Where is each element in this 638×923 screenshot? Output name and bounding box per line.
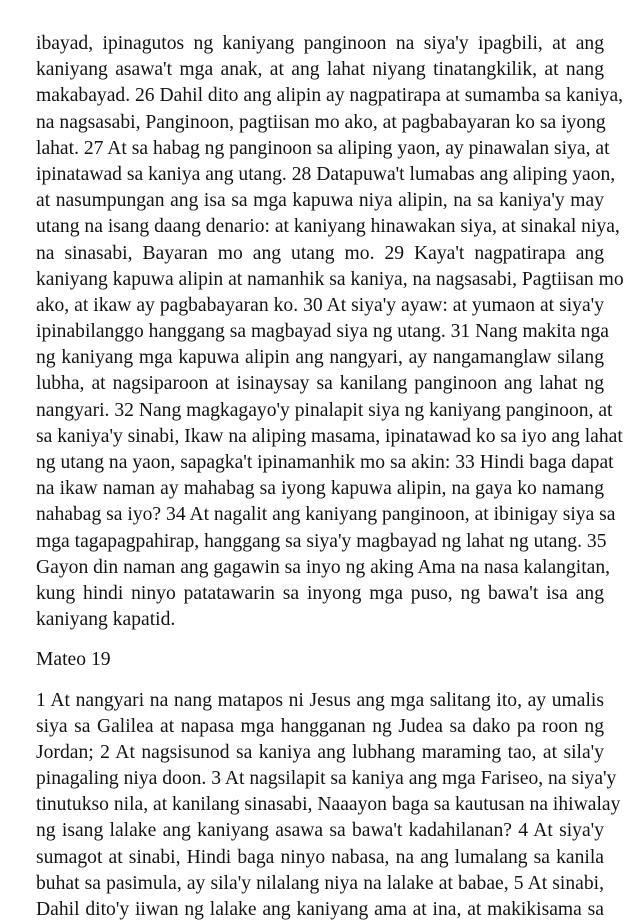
text-line: ipinatawad sa kaniya ang utang. 28 Datapuwa't lumabas ang aliping yaon,	[36, 162, 604, 188]
text-line: na sinasabi, Bayaran mo ang utang mo. 29 Kaya't nagpatirapa ang	[36, 241, 604, 267]
text-line: kung hindi ninyo patatawarin sa inyong mga puso, ng bawa't isa ang	[36, 581, 604, 607]
text-line: kaniyang asawa't mga anak, at ang lahat niyang tinatangkilik, at nang	[36, 57, 604, 83]
text-line: at nasumpungan ang isa sa mga kapuwa niya alipin, na sa kaniya'y may	[36, 188, 604, 214]
text-line: Dahil dito'y iiwan ng lalake ang kaniyang ama at ina, at makikisama sa	[36, 897, 604, 923]
text-line: tinutukso nila, at kanilang sinasabi, Naaayon baga sa kautusan na ihiwalay	[36, 792, 604, 818]
text-line: ng utang na yaon, sapagka't ipinamanhik mo sa akin: 33 Hindi baga dapat	[36, 450, 604, 476]
text-line: Jordan; 2 At nagsisunod sa kaniya ang lubhang maraming tao, at sila'y	[36, 740, 604, 766]
text-line: nangyari. 32 Nang magkagayo'y pinalapit siya ng kaniyang panginoon, at	[36, 398, 604, 424]
text-line: makabayad. 26 Dahil dito ang alipin ay nagpatirapa at sumamba sa kaniya,	[36, 83, 604, 109]
text-line: ako, at ikaw ay pagbabayaran ko. 30 At siya'y ayaw: at yumaon at siya'y	[36, 293, 604, 319]
text-line: nahabag sa iyo? 34 At nagalit ang kaniyang panginoon, at ibinigay siya sa	[36, 502, 604, 528]
document-page	[36, 31, 604, 923]
text-line: na ikaw naman ay mahabag sa iyong kapuwa alipin, na gaya ko namang	[36, 476, 604, 502]
text-line: 1 At nangyari na nang matapos ni Jesus ang mga salitang ito, ay umalis	[36, 688, 604, 714]
text-line: sumagot at sinabi, Hindi baga ninyo nabasa, na ang lumalang sa kanila	[36, 845, 604, 871]
text-line: lubha, at nagsiparoon at isinaysay sa kanilang panginoon ang lahat ng	[36, 371, 604, 397]
text-line: lahat. 27 At sa habag ng panginoon sa aliping yaon, ay pinawalan siya, at	[36, 136, 604, 162]
text-line: kaniyang kapatid.	[36, 607, 604, 633]
text-line: na nagsasabi, Panginoon, pagtiisan mo ako, at pagbabayaran ko sa iyong	[36, 110, 604, 136]
text-line: mga tagapagpahirap, hanggang sa siya'y magbayad ng lahat ng utang. 35	[36, 529, 604, 555]
text-line: kaniyang kapuwa alipin at namanhik sa kaniya, na nagsasabi, Pagtiisan mo	[36, 267, 604, 293]
chapter-heading: Mateo 19	[36, 647, 604, 673]
text-line: Gayon din naman ang gagawin sa inyo ng aking Ama na nasa kalangitan,	[36, 555, 604, 581]
text-line: ng isang lalake ang kaniyang asawa sa bawa't kadahilanan? 4 At siya'y	[36, 818, 604, 844]
text-line: ibayad, ipinagutos ng kaniyang panginoon na siya'y ipagbili, at ang	[36, 31, 604, 57]
paragraph-matthew-19-start	[36, 688, 604, 923]
text-line: ng kaniyang mga kapuwa alipin ang nangyari, ay nangamanglaw silang	[36, 345, 604, 371]
text-line: siya sa Galilea at napasa mga hangganan ng Judea sa dako pa roon ng	[36, 714, 604, 740]
paragraph-matthew-18-end	[36, 31, 604, 633]
text-line: utang na isang daang denario: at kaniyang hinawakan siya, at sinakal niya,	[36, 214, 604, 240]
text-line: buhat sa pasimula, ay sila'y nilalang niya na lalake at babae, 5 At sinabi,	[36, 871, 604, 897]
text-line: ipinabilanggo hanggang sa magbayad siya ng utang. 31 Nang makita nga	[36, 319, 604, 345]
text-line: sa kaniya'y sinabi, Ikaw na aliping masama, ipinatawad ko sa iyo ang lahat	[36, 424, 604, 450]
text-line: pinagaling niya doon. 3 At nagsilapit sa kaniya ang mga Fariseo, na siya'y	[36, 766, 604, 792]
